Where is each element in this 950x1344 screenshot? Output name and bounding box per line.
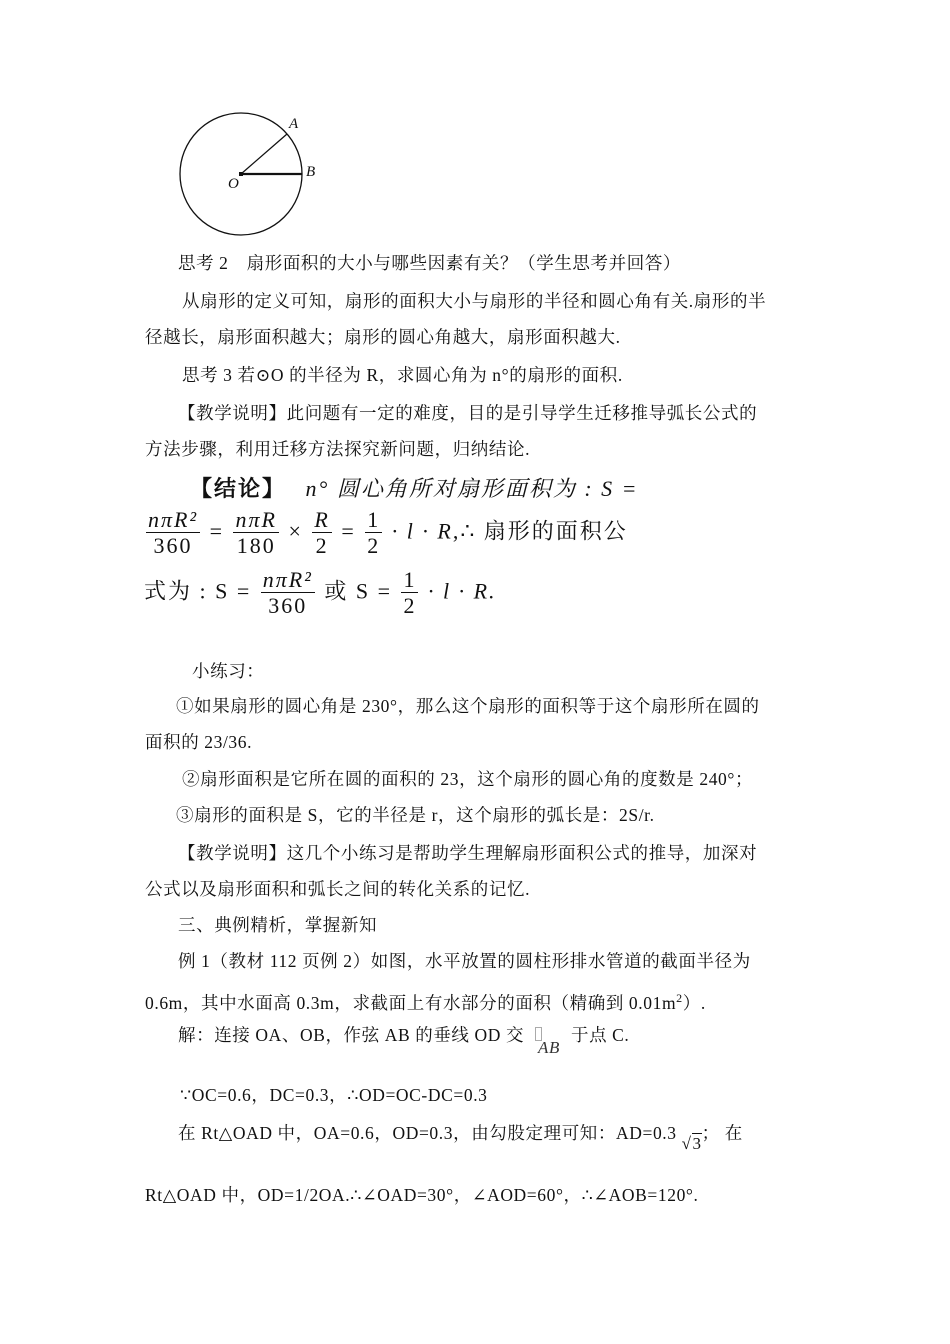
arc-placeholder-icon [535, 1027, 542, 1041]
fraction-npir-180: $\frac{\text{nπR}}{180}$ [235, 507, 277, 558]
conclusion-line-3: 式为 : S = $\frac{\text{nπR²}}{360}$ 或 S = $\frac{1}{2}$ · l · R. [144, 567, 497, 618]
think-2-question: 思考 2 扇形面积的大小与哪些因素有关？（学生思考并回答） [178, 253, 682, 273]
teaching-note-2-line-2: 公式以及扇形面积和弧长之间的转化关系的记忆. [145, 879, 531, 899]
conclusion-line-1 [190, 472, 639, 503]
think-2-answer-line-1: 从扇形的定义可知，扇形的面积大小与扇形的半径和圆心角有关.扇形的半 [182, 291, 767, 311]
exercises-title: 小练习： [192, 661, 265, 681]
example-1-line-1: 例 1（教材 112 页例 2）如图，水平放置的圆柱形排水管道的截面半径为 [178, 951, 751, 971]
point-label-b: B [306, 164, 316, 180]
exercise-1-line-2: 面积的 23/36. [145, 732, 253, 752]
solution-step-1: ∵OC=0.6，DC=0.3，∴OD=OC-DC=0.3 [180, 1085, 488, 1105]
solution-line: 解：连接 OA、OB，作弦 AB 的垂线 OD 交 AB 于点 C. [178, 1025, 630, 1057]
arc-ab-symbol: AB [535, 1037, 560, 1059]
teaching-note-1-line-2: 方法步骤，利用迁移方法探究新问题，归纳结论. [145, 439, 531, 459]
fraction-r-2: $\frac{R}{2}$ [314, 507, 330, 558]
point-label-a: A [289, 116, 299, 132]
teaching-note-1-line-1: 【教学说明】此问题有一定的难度，目的是引导学生迁移推导弧长公式的 [178, 403, 758, 423]
fraction-1-2: $\frac{1}{2}$ [367, 507, 381, 558]
section-3-heading: 三、典例精析，掌握新知 [178, 915, 378, 935]
solution-step-3: Rt△OAD 中，OD=1/2OA.∴∠OAD=30°，∠AOD=60°，∴∠AOB=120°. [145, 1185, 699, 1205]
conclusion-line-2: $\frac{\text{nπR²}}{360}$ = $\frac{\text{nπR}}{180}$ × $\frac{R}{2}$ = $\frac{1}{2}$ · l · R,∴ 扇形的面积公 [148, 507, 628, 558]
sqrt-3: √3 [681, 1134, 702, 1153]
exercise-1-line-1: ①如果扇形的圆心角是 230°，那么这个扇形的面积等于这个扇形所在圆的 [176, 696, 760, 716]
circle-figure [172, 108, 332, 236]
conclusion-tag: 【结论】 [190, 476, 287, 501]
solution-step-2: 在 Rt△OAD 中，OA=0.6，OD=0.3，由勾股定理可知：AD=0.3 √3； 在 [178, 1123, 743, 1153]
exercise-3: ③扇形的面积是 S，它的半径是 r，这个扇形的弧长是：2S/r. [176, 805, 655, 825]
fraction-1-2-final: $\frac{1}{2}$ [403, 567, 417, 618]
think-3-question: 思考 3 若⊙O 的半径为 R，求圆心角为 n°的扇形的面积. [182, 365, 623, 385]
think-2-answer-line-2: 径越长，扇形面积越大；扇形的圆心角越大，扇形面积越大. [145, 327, 621, 347]
teaching-note-2-line-1: 【教学说明】这几个小练习是帮助学生理解扇形面积公式的推导，加深对 [178, 843, 758, 863]
point-label-o: O [228, 176, 239, 192]
exercise-2: ②扇形面积是它所在圆的面积的 23，这个扇形的圆心角的度数是 240°； [182, 769, 754, 789]
conclusion-statement: n° 圆心角所对扇形面积为 : S = [305, 476, 639, 501]
fraction-npir2-360-final: $\frac{\text{nπR²}}{360}$ [262, 567, 313, 618]
fraction-npir2-360: $\frac{\text{nπR²}}{360}$ [148, 507, 199, 558]
example-1-line-2: 0.6m，其中水面高 0.3m，求截面上有水部分的面积（精确到 $0.01m^2$）. [145, 991, 706, 1013]
